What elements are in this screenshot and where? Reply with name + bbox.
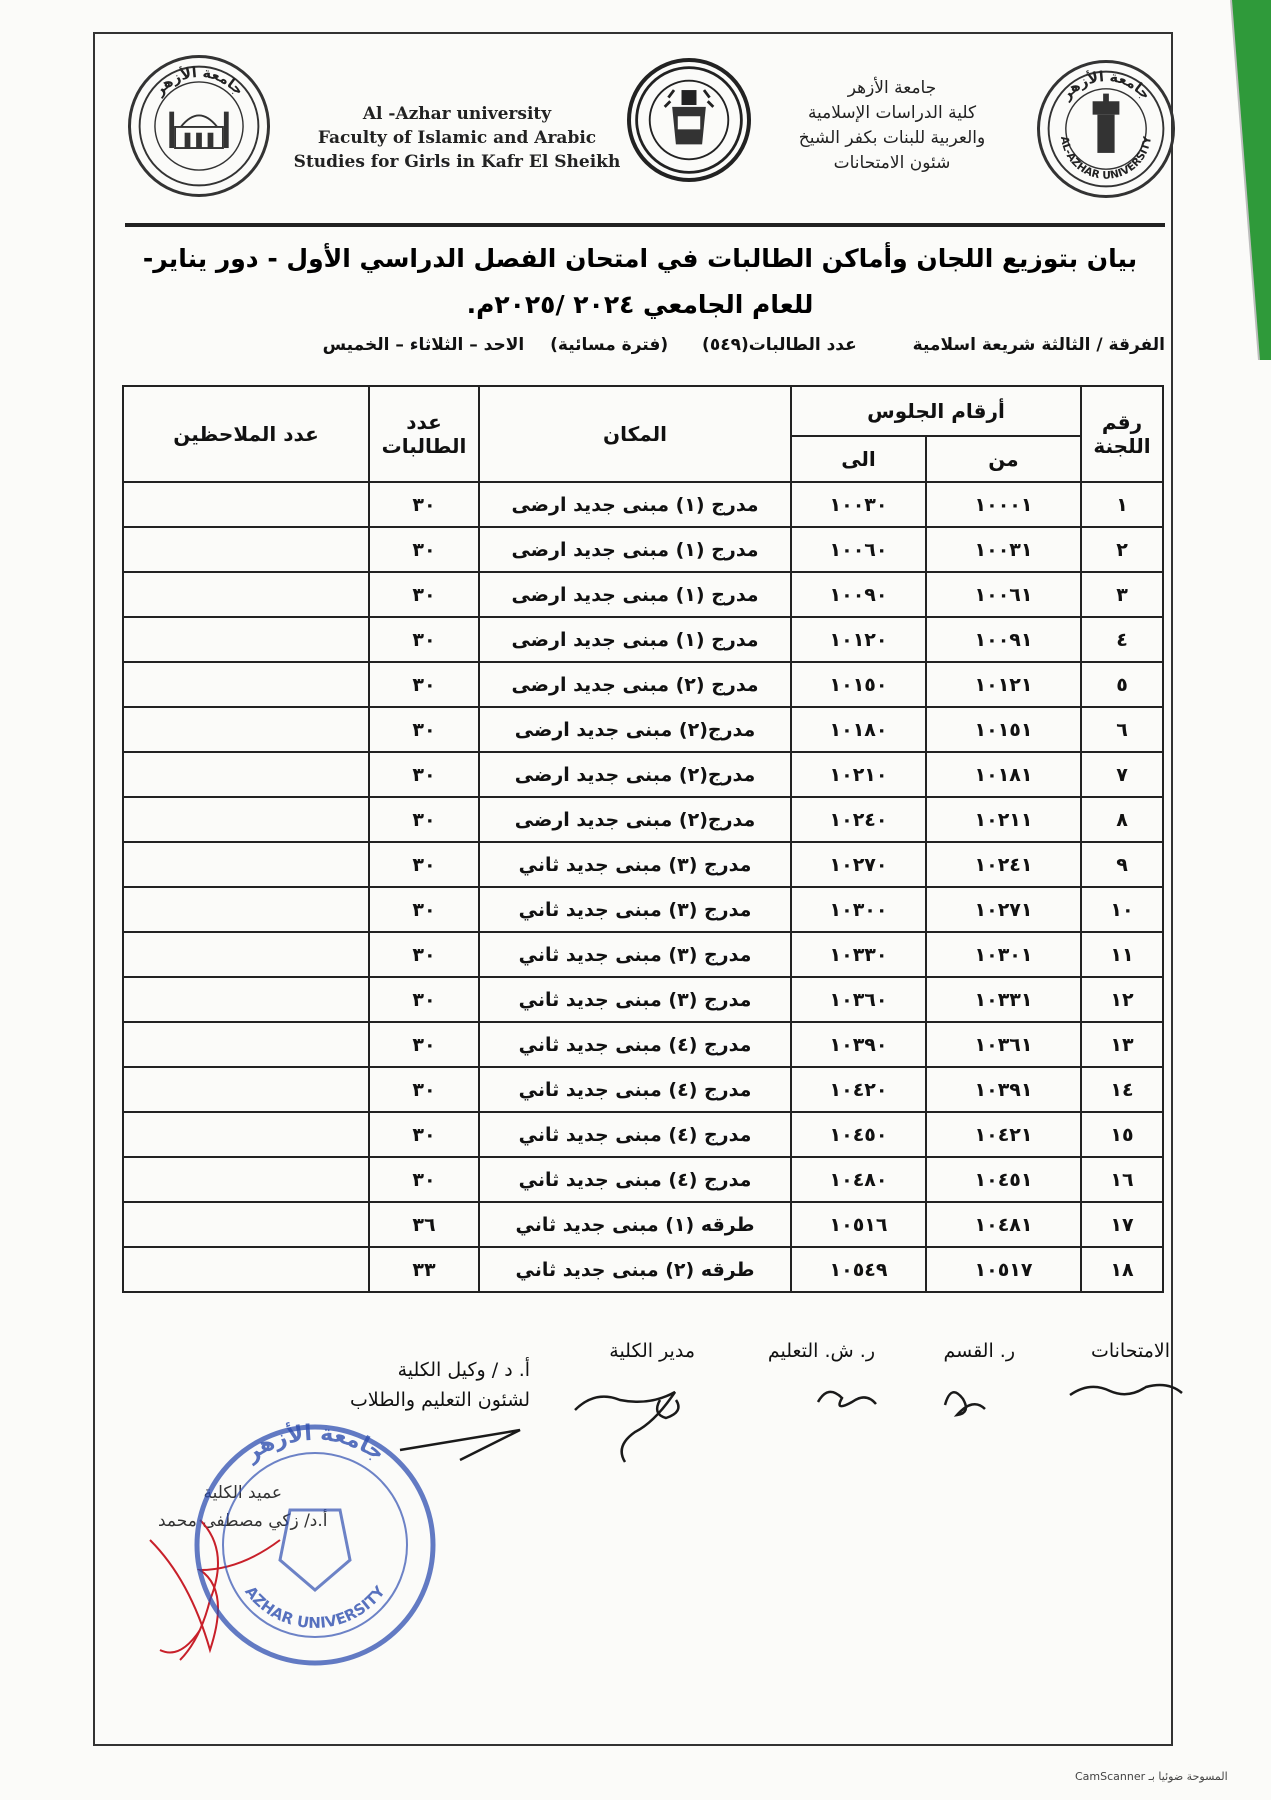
arabic-header-line: شئون الامتحانات <box>833 153 951 173</box>
cell-committee: ٥ <box>1081 662 1163 707</box>
cell-place: مدرج(٢) مبنى جديد ارضى <box>479 707 791 752</box>
cell-place: مدرج (٤) مبنى جديد ثاني <box>479 1067 791 1112</box>
table-row <box>123 1067 1163 1112</box>
student-count: عدد الطالبات(٥٤٩) <box>702 335 857 355</box>
scanner-footer: المسوحة ضوئيا بـ CamScanner <box>1075 1770 1228 1783</box>
cell-count: ٣٠ <box>369 482 479 527</box>
cell-place: مدرج (٢) مبنى جديد ارضى <box>479 662 791 707</box>
header-to: الى <box>791 436 926 482</box>
cell-from: ١٠٤٥١ <box>926 1157 1081 1202</box>
exam-days: الاحد – الثلاثاء – الخميس <box>322 335 525 355</box>
vice-dean-block <box>350 1355 530 1415</box>
table-row <box>123 1247 1163 1292</box>
cell-observers <box>123 707 369 752</box>
cell-place: مدرج (١) مبنى جديد ارضى <box>479 572 791 617</box>
cell-to: ١٠١٢٠ <box>791 617 926 662</box>
cell-from: ١٠٢٤١ <box>926 842 1081 887</box>
cell-count: ٣٠ <box>369 527 479 572</box>
table-row <box>123 842 1163 887</box>
cell-observers <box>123 1157 369 1202</box>
cell-to: ١٠٥٤٩ <box>791 1247 926 1292</box>
cell-committee: ١٤ <box>1081 1067 1163 1112</box>
cell-count: ٣٠ <box>369 932 479 977</box>
table-row <box>123 572 1163 617</box>
arabic-header-line: والعربية للبنات بكفر الشيخ <box>798 128 986 148</box>
stamp-subtext: AZHAR UNIVERSITY <box>241 1582 389 1632</box>
document-title: بيان بتوزيع اللجان وأماكن الطالبات في امتحان الفصل الدراسي الأول - دور يناير- <box>142 244 1138 273</box>
cell-place: مدرج (٣) مبنى جديد ثاني <box>479 842 791 887</box>
cell-to: ١٠٥١٦ <box>791 1202 926 1247</box>
cell-from: ١٠٣٩١ <box>926 1067 1081 1112</box>
cell-place: مدرج (٤) مبنى جديد ثاني <box>479 1022 791 1067</box>
table-row <box>123 617 1163 662</box>
cell-committee: ١٣ <box>1081 1022 1163 1067</box>
cell-committee: ٧ <box>1081 752 1163 797</box>
cell-committee: ١ <box>1081 482 1163 527</box>
cell-committee: ١٥ <box>1081 1112 1163 1157</box>
table-row <box>123 1022 1163 1067</box>
dean-name-block <box>158 1483 328 1531</box>
cell-from: ١٠٠٦١ <box>926 572 1081 617</box>
cell-to: ١٠٢١٠ <box>791 752 926 797</box>
sig-exams: الامتحانات <box>1090 1340 1170 1362</box>
cell-committee: ٣ <box>1081 572 1163 617</box>
logo-right-subtext: AL-AZHAR UNIVERSITY <box>1058 135 1154 182</box>
logo-left-text: جامعة الأزهر <box>151 65 247 99</box>
cell-to: ١٠٠٦٠ <box>791 527 926 572</box>
stamp-text: جامعة الأزهر <box>240 1420 390 1467</box>
cell-observers <box>123 797 369 842</box>
cell-count: ٣٠ <box>369 662 479 707</box>
header-from: من <box>926 436 1081 482</box>
cell-observers <box>123 527 369 572</box>
cell-from: ١٠٠٠١ <box>926 482 1081 527</box>
cell-to: ١٠٤٥٠ <box>791 1112 926 1157</box>
cell-observers <box>123 1022 369 1067</box>
table-row <box>123 1112 1163 1157</box>
table-row <box>123 977 1163 1022</box>
cell-from: ١٠١٥١ <box>926 707 1081 752</box>
cell-committee: ١٢ <box>1081 977 1163 1022</box>
cell-observers <box>123 1067 369 1112</box>
header-observers: عدد الملاحظين <box>123 386 369 482</box>
header-seat-numbers: أرقام الجلوس <box>791 386 1081 436</box>
cell-count: ٣٠ <box>369 707 479 752</box>
cell-committee: ١٨ <box>1081 1247 1163 1292</box>
cell-committee: ٨ <box>1081 797 1163 842</box>
cell-to: ١٠١٥٠ <box>791 662 926 707</box>
table-row <box>123 1157 1163 1202</box>
cell-committee: ١٠ <box>1081 887 1163 932</box>
sig-faculty-director: مدير الكلية <box>609 1340 695 1362</box>
cell-place: مدرج (١) مبنى جديد ارضى <box>479 617 791 662</box>
cell-observers <box>123 617 369 662</box>
cell-from: ١٠١٨١ <box>926 752 1081 797</box>
cell-observers <box>123 887 369 932</box>
cell-to: ١٠٣٦٠ <box>791 977 926 1022</box>
cell-count: ٣٠ <box>369 797 479 842</box>
arabic-header-line: كلية الدراسات الإسلامية <box>807 103 977 123</box>
arabic-header <box>782 76 1002 176</box>
sig-dept-head: ر. القسم <box>943 1340 1015 1362</box>
cell-to: ١٠٤٨٠ <box>791 1157 926 1202</box>
cell-committee: ٤ <box>1081 617 1163 662</box>
logo-right-text: جامعة الأزهر <box>1058 69 1154 104</box>
cell-place: مدرج (٤) مبنى جديد ثاني <box>479 1112 791 1157</box>
table-row <box>123 932 1163 977</box>
vice-dean-title: أ. د / وكيل الكلية <box>397 1359 531 1381</box>
cell-committee: ١٧ <box>1081 1202 1163 1247</box>
cell-from: ١٠٠٣١ <box>926 527 1081 572</box>
cell-observers <box>123 482 369 527</box>
cell-committee: ١٦ <box>1081 1157 1163 1202</box>
sig-edu-head: ر. ش. التعليم <box>767 1340 875 1362</box>
cell-place: مدرج (٣) مبنى جديد ثاني <box>479 887 791 932</box>
cell-count: ٣٦ <box>369 1202 479 1247</box>
cell-to: ١٠٢٤٠ <box>791 797 926 842</box>
cell-count: ٣٠ <box>369 887 479 932</box>
cell-place: طرقه (٢) مبنى جديد ثاني <box>479 1247 791 1292</box>
cell-observers <box>123 662 369 707</box>
cell-observers <box>123 977 369 1022</box>
committees-table-body <box>123 482 1163 1292</box>
committees-table <box>122 385 1164 1293</box>
cell-count: ٣٠ <box>369 1022 479 1067</box>
cell-from: ١٠٤٨١ <box>926 1202 1081 1247</box>
cell-count: ٣٠ <box>369 617 479 662</box>
cell-observers <box>123 1202 369 1247</box>
cell-count: ٣٠ <box>369 572 479 617</box>
cell-count: ٣٠ <box>369 1157 479 1202</box>
table-row <box>123 887 1163 932</box>
cell-observers <box>123 1112 369 1157</box>
cell-to: ١٠٠٩٠ <box>791 572 926 617</box>
cell-observers <box>123 572 369 617</box>
table-row <box>123 662 1163 707</box>
cell-place: مدرج(٢) مبنى جديد ارضى <box>479 797 791 842</box>
english-header <box>292 102 622 174</box>
cell-to: ١٠١٨٠ <box>791 707 926 752</box>
document-subtitle: للعام الجامعي ٢٠٢٤ /٢٠٢٥م. <box>466 290 814 319</box>
arabic-header-line: جامعة الأزهر <box>847 78 937 98</box>
cell-to: ١٠٤٢٠ <box>791 1067 926 1112</box>
cell-to: ١٠٣٩٠ <box>791 1022 926 1067</box>
cell-committee: ٦ <box>1081 707 1163 752</box>
cell-place: مدرج (٣) مبنى جديد ثاني <box>479 932 791 977</box>
table-row <box>123 752 1163 797</box>
cell-to: ١٠٢٧٠ <box>791 842 926 887</box>
header-place: المكان <box>479 386 791 482</box>
cell-observers <box>123 932 369 977</box>
cell-count: ٣٠ <box>369 1067 479 1112</box>
corner-green-fold <box>1211 0 1271 360</box>
cell-count: ٣٠ <box>369 752 479 797</box>
english-header-line: Studies for Girls in Kafr El Sheikh <box>293 152 621 172</box>
university-emblem <box>627 58 751 182</box>
table-row <box>123 797 1163 842</box>
cell-from: ١٠٤٢١ <box>926 1112 1081 1157</box>
cell-place: مدرج (١) مبنى جديد ارضى <box>479 527 791 572</box>
cell-place: مدرج (١) مبنى جديد ارضى <box>479 482 791 527</box>
header-student-count: عدد الطالبات <box>369 386 479 482</box>
cell-from: ١٠٣٠١ <box>926 932 1081 977</box>
english-header-line: Al -Azhar university <box>362 104 552 124</box>
cell-place: مدرج (٤) مبنى جديد ثاني <box>479 1157 791 1202</box>
cell-from: ١٠٣٦١ <box>926 1022 1081 1067</box>
cell-to: ١٠٠٣٠ <box>791 482 926 527</box>
faculty-logo <box>128 55 270 197</box>
header-committee: رقم اللجنة <box>1081 386 1163 482</box>
cell-committee: ٢ <box>1081 527 1163 572</box>
grade-label: الفرقة / الثالثة شريعة اسلامية <box>912 335 1165 355</box>
cell-observers <box>123 1247 369 1292</box>
cell-place: مدرج(٢) مبنى جديد ارضى <box>479 752 791 797</box>
vice-dean-subtitle: لشئون التعليم والطلاب <box>350 1389 531 1411</box>
header-divider <box>125 223 1165 227</box>
table-row <box>123 527 1163 572</box>
cell-observers <box>123 842 369 887</box>
cell-count: ٣٠ <box>369 842 479 887</box>
dean-title: عميد الكلية <box>203 1483 283 1503</box>
cell-from: ١٠٢١١ <box>926 797 1081 842</box>
committees-table-wrapper <box>122 385 1162 1293</box>
cell-to: ١٠٣٠٠ <box>791 887 926 932</box>
cell-count: ٣٠ <box>369 1112 479 1157</box>
table-row <box>123 707 1163 752</box>
cell-place: مدرج (٣) مبنى جديد ثاني <box>479 977 791 1022</box>
cell-committee: ٩ <box>1081 842 1163 887</box>
cell-committee: ١١ <box>1081 932 1163 977</box>
cell-observers <box>123 752 369 797</box>
university-logo <box>1037 60 1175 198</box>
cell-place: طرقه (١) مبنى جديد ثاني <box>479 1202 791 1247</box>
exam-meta <box>250 335 1165 355</box>
exam-period: (فترة مسائية) <box>550 335 669 355</box>
table-row <box>123 482 1163 527</box>
cell-from: ١٠٠٩١ <box>926 617 1081 662</box>
cell-count: ٣٠ <box>369 977 479 1022</box>
dean-name: أ.د/ زكي مصطفى محمد <box>158 1511 328 1531</box>
cell-from: ١٠٣٣١ <box>926 977 1081 1022</box>
cell-count: ٣٣ <box>369 1247 479 1292</box>
cell-from: ١٠١٢١ <box>926 662 1081 707</box>
table-row <box>123 1202 1163 1247</box>
cell-from: ١٠٢٧١ <box>926 887 1081 932</box>
cell-to: ١٠٣٣٠ <box>791 932 926 977</box>
cell-from: ١٠٥١٧ <box>926 1247 1081 1292</box>
english-header-line: Faculty of Islamic and Arabic <box>317 128 597 148</box>
